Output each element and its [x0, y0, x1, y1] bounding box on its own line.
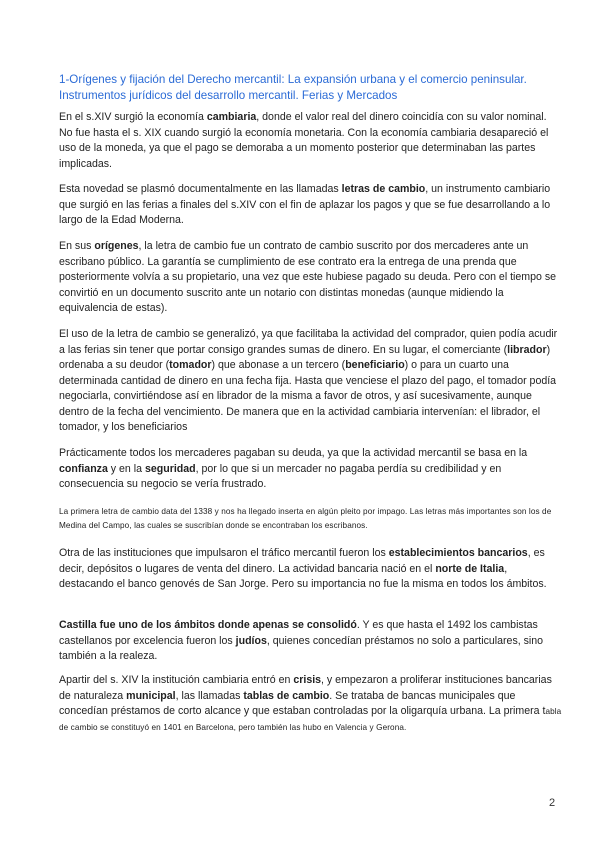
text-run: ) o para un cuarto una determinada cantidad de dinero en una fecha fija. Hasta que venciese el plazo del pago, el tomador podía negociarla, convirtiéndose así en librador de la misma a favor de otros, y así sucesivamente, aunque dentro de la fecha del vencimiento. De manera que en la actividad cambiaria intervenían: el librador, el tomador, y los beneficiarios [59, 359, 557, 433]
bold-term: tomador [169, 359, 212, 371]
text-run: , un instrumento cambiario que surgió en las ferias a finales del s.XIV con el fin de aplazar los pagos y que se fue desarrollando a lo largo de la Edad Moderna. [59, 183, 551, 226]
text-run: , donde el valor real del dinero coincidía con su valor nominal. No fue hasta el s. XIX cuando surgió la economía monetaria. Con la economía cambiaria desapareció el uso de la moneda, ya que el pago se demoraba a un momento posterior que determinaban las partes implicadas. [59, 111, 549, 170]
paragraph-primera-letra: La primera letra de cambio data del 1338 y nos ha llegado inserta en algún pleito por impago. Las letras más importantes son los de Medina del Campo, las cuales se suscribían donde se encontraban los escribanos. [59, 507, 552, 530]
text-run: Apartir del s. XIV la institución cambiaria entró en [59, 674, 294, 686]
paragraph-uso-letra [59, 327, 563, 436]
page-number: 2 [549, 797, 556, 809]
bold-term: Castilla fue uno de los ámbitos donde apenas se consolidó [59, 619, 357, 631]
paragraph-confianza [59, 446, 563, 493]
bold-term: cambiaria [206, 111, 257, 123]
bold-term: beneficiario [345, 359, 405, 371]
text-run: ) que abonase a un tercero ( [211, 359, 346, 371]
paragraph-economia-cambiaria [59, 110, 563, 172]
paragraph-letras-de-cambio [59, 182, 563, 229]
text-run-small: abla de cambio se constituyó en 1401 en Barcelona, pero también las hubo en Valencia y Gerona. [59, 707, 562, 732]
text-run: y en la [107, 462, 145, 475]
text-run: El uso de la letra de cambio se generalizó, ya que facilitaba la actividad del comprador, quien podía acudir a las ferias sin tener que portar consigo grandes sumas de dinero. En su lugar, el comerciante ( [59, 328, 558, 356]
paragraph-establecimientos-bancarios [59, 546, 563, 593]
text-run: Esta novedad se plasmó documentalmente en las llamadas [59, 183, 342, 195]
text-run: , la letra de cambio fue un contrato de cambio suscrito por dos mercaderes ante un escribano público. La garantía se cumplimiento de ese contrato era la entrega de una prenda que posteriormente volvía a su propietario, una vez que este hubiese pagado su deuda. Pero con el tiempo se convirtió en un documento suscrito ante un notario con distintas monedas (aunque midiendo la equivalencia de estas). [59, 240, 557, 314]
text-run: En sus [59, 240, 95, 252]
paragraph-castilla [59, 618, 563, 665]
text-run: En el s.XIV surgió la economía [59, 111, 207, 123]
text-run: , destacando el banco genovés de San Jorge. Pero su importancia no fue la misma en todos los ámbitos. [59, 562, 547, 590]
paragraph-tablas-de-cambio [59, 673, 563, 735]
bold-term: crisis [293, 674, 322, 686]
bold-term: norte de Italia [435, 562, 505, 575]
bold-term: establecimientos bancarios [388, 547, 528, 559]
text-run: , las llamadas [175, 689, 244, 702]
text-run: , es decir, depósitos o lugares de venta del dinero. La actividad bancaria nació en el [59, 547, 545, 575]
paragraph-origenes [59, 239, 563, 317]
text-run: Prácticamente todos los mercaderes pagaban su deuda, ya que la actividad mercantil se basa en la [59, 447, 528, 459]
text-run: , y empezaron a proliferar instituciones bancarias de naturaleza [59, 674, 552, 702]
text-run: , quienes concedían préstamos no solo a particulares, sino también a la realeza. [59, 634, 544, 662]
bold-term: librador [507, 343, 547, 356]
text-run: . Se trataba de bancas municipales que concedían préstamos de corto alcance y que estaban controladas por la oligarquía urbana. La primera t [59, 689, 546, 717]
bold-term: orígenes [94, 240, 139, 252]
text-run: . Y es que hasta el 1492 los cambistas castellanos por excelencia fueron los [59, 619, 538, 647]
bold-term: municipal [126, 689, 176, 702]
bold-term: tablas de cambio [243, 689, 330, 702]
text-run: , por lo que si un mercader no pagaba perdía su credibilidad y en consecuencia su negocio se vería frustrado. [59, 462, 502, 490]
bold-term: confianza [59, 462, 108, 475]
text-run: Otra de las instituciones que impulsaron el tráfico mercantil fueron los [59, 547, 389, 559]
text-run: ) ordenaba a su deudor ( [59, 343, 551, 371]
bold-term: judíos [235, 634, 267, 647]
section-heading: 1-Orígenes y fijación del Derecho mercantil: La expansión urbana y el comercio peninsular. Instrumentos jurídicos del desarrollo mercantil. Ferias y Mercados [59, 73, 527, 102]
bold-term: letras de cambio [341, 183, 426, 195]
bold-term: seguridad [144, 462, 196, 475]
